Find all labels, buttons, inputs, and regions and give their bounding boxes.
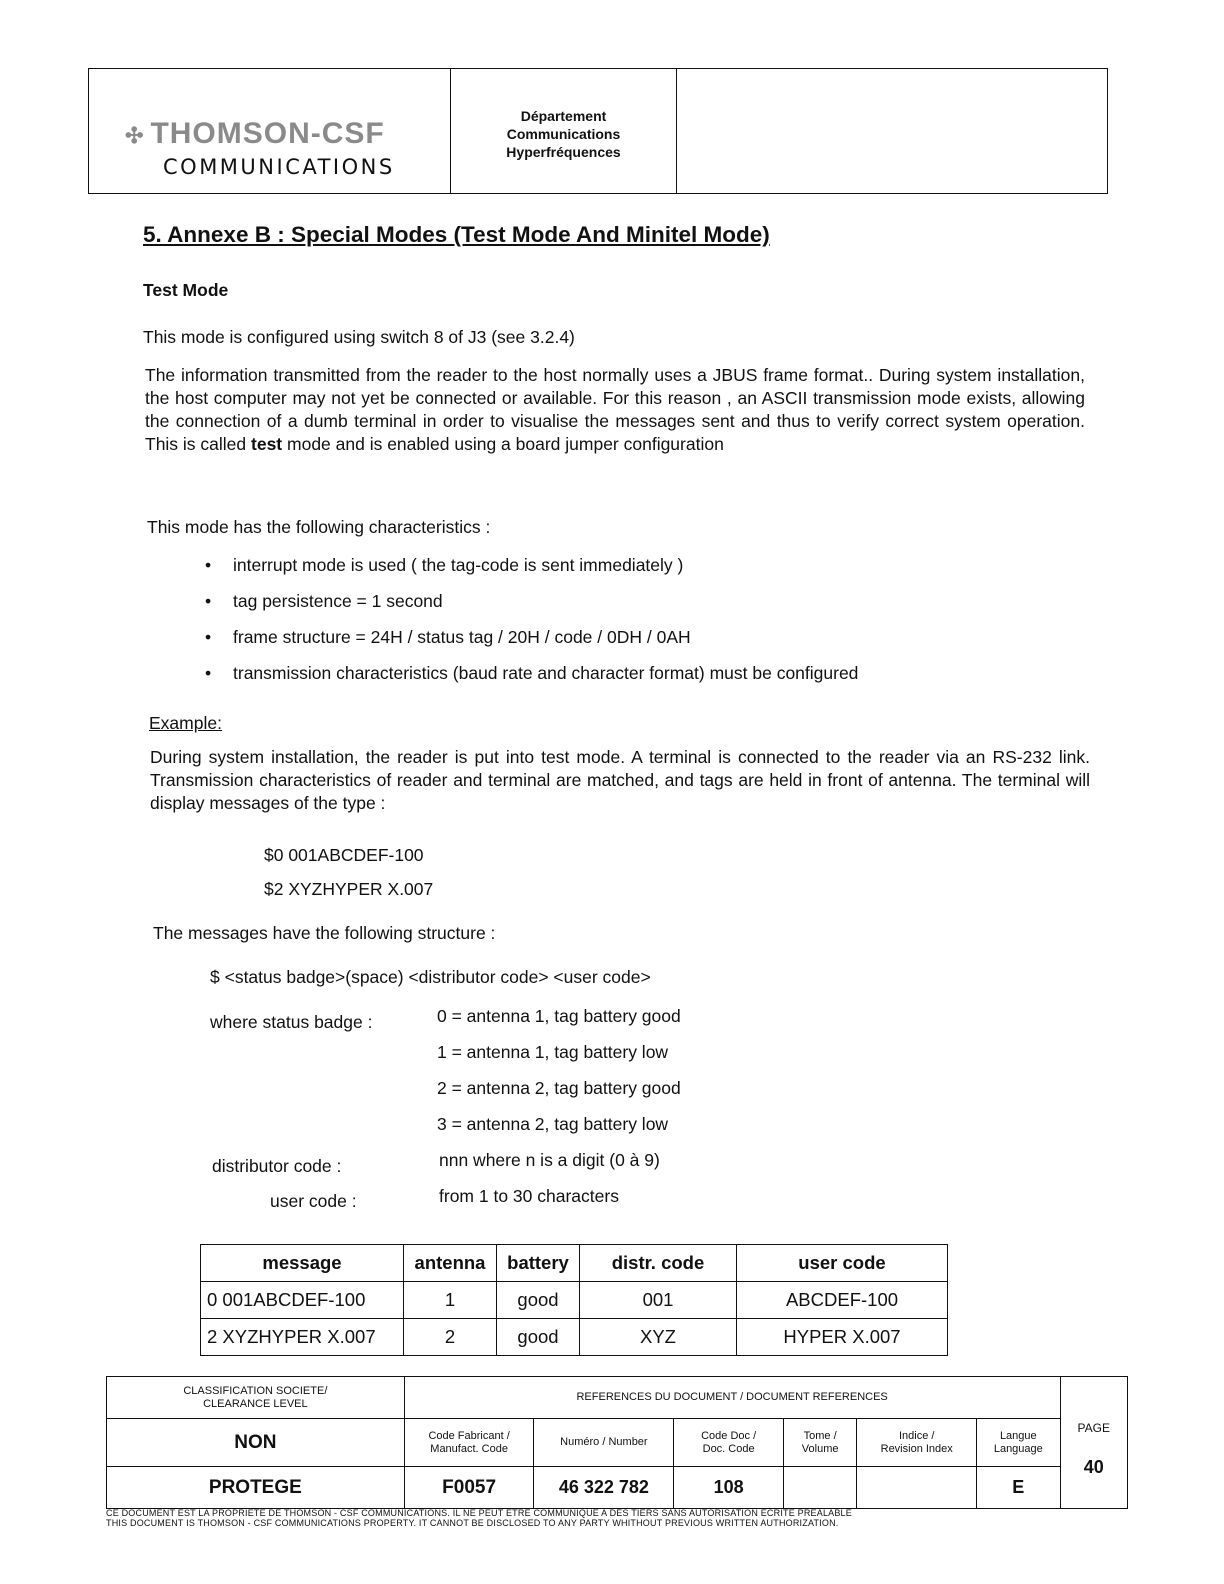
- ref-col-label-text: Code Fabricant / Manufact. Code: [428, 1429, 510, 1455]
- list-item-text: tag persistence = 1 second: [233, 591, 443, 611]
- department-line: Département: [520, 108, 607, 124]
- table-row: [201, 1282, 948, 1319]
- ref-col-label-text: Langue Language: [993, 1429, 1043, 1455]
- classification-label-text: CLASSIFICATION SOCIETE/ CLEARANCE LEVEL: [183, 1384, 328, 1410]
- logo-brand: THOMSON-CSF: [150, 117, 385, 150]
- list-item: [205, 554, 858, 590]
- status-badge-value: 1 = antenna 1, tag battery low: [437, 1042, 669, 1062]
- language: E: [977, 1467, 1060, 1509]
- status-badge-value: 0 = antenna 1, tag battery good: [437, 1006, 681, 1026]
- document-header: [88, 68, 1108, 194]
- department-line: Hyperfréquences: [506, 144, 621, 160]
- table-cell: 1: [404, 1282, 497, 1319]
- classification-value: PROTEGE: [107, 1467, 405, 1509]
- legal-line: CE DOCUMENT EST LA PROPRIETE DE THOMSON - CSF COMMUNICATIONS. IL NE PEUT ETRE COMMUNIQUE A DES TIERS SANS AUTORISATION ECRITE PREALABLE: [106, 1508, 852, 1518]
- paragraph: During system installation, the reader is put into test mode. A terminal is connected to the reader via an RS-232 link. Transmission characteristics of reader and terminal are matched, and tags are held in front of antenna. The terminal will display messages of the type :: [150, 747, 1090, 813]
- subsection-title: Test Mode: [143, 280, 229, 300]
- column-header: user code: [737, 1245, 948, 1282]
- list-item-text: interrupt mode is used ( the tag-code is sent immediately ): [233, 555, 684, 575]
- table-cell: 001: [580, 1282, 737, 1319]
- page-number: 40: [1083, 1456, 1104, 1477]
- list-item: [205, 626, 858, 662]
- table-cell: ABCDEF-100: [737, 1282, 948, 1319]
- ref-col-label: [674, 1419, 784, 1467]
- ref-col-label-text: Indice / Revision Index: [880, 1429, 953, 1455]
- bold-term: test: [251, 434, 283, 454]
- distributor-code-label: distributor code :: [212, 1156, 342, 1176]
- user-code-value: from 1 to 30 characters: [439, 1186, 619, 1206]
- section-title: 5. Annexe B : Special Modes (Test Mode And Minitel Mode): [143, 222, 770, 247]
- list-item-text: frame structure = 24H / status tag / 20H / code / 0DH / 0AH: [233, 627, 691, 647]
- revision-index: [857, 1467, 977, 1509]
- paragraph-text: mode and is enabled using a board jumper configuration: [282, 434, 724, 454]
- table-cell: 2: [404, 1319, 497, 1356]
- message-structure: $ <status badge>(space) <distributor code> <user code>: [210, 967, 651, 987]
- example-label: Example:: [149, 713, 222, 733]
- example-messages: [264, 844, 433, 912]
- column-header: battery: [497, 1245, 580, 1282]
- table-cell: good: [497, 1282, 580, 1319]
- department-line: Communications: [506, 126, 621, 142]
- bullet-icon: •: [205, 555, 212, 575]
- column-header: distr. code: [580, 1245, 737, 1282]
- characteristics-list: [205, 554, 858, 698]
- table-row: [201, 1319, 948, 1356]
- list-item-text: transmission characteristics (baud rate and character format) must be configured: [233, 663, 859, 683]
- department-cell: [451, 69, 677, 193]
- table-cell: good: [497, 1319, 580, 1356]
- ref-col-label-text: Code Doc / Doc. Code: [701, 1429, 757, 1455]
- status-badge-value: 3 = antenna 2, tag battery low: [437, 1114, 669, 1134]
- page-label: PAGE: [1077, 1420, 1110, 1435]
- manufact-code: F0057: [404, 1467, 534, 1509]
- legal-notice: [106, 1508, 852, 1528]
- ref-col-label: [977, 1419, 1060, 1467]
- ref-col-label: [534, 1419, 674, 1467]
- status-badge-value: 2 = antenna 2, tag battery good: [437, 1078, 681, 1098]
- example-message: $0 001ABCDEF-100: [264, 845, 424, 865]
- table-cell: 0 001ABCDEF-100: [201, 1282, 404, 1319]
- bullet-icon: •: [205, 627, 212, 647]
- ref-col-label: [404, 1419, 534, 1467]
- references-label: REFERENCES DU DOCUMENT / DOCUMENT REFERENCES: [404, 1377, 1060, 1419]
- document-number: 46 322 782: [534, 1467, 674, 1509]
- ref-col-label-text: Numéro / Number: [560, 1436, 648, 1448]
- legal-line: THIS DOCUMENT IS THOMSON - CSF COMMUNICATIONS PROPERTY. IT CANNOT BE DISCLOSED TO ANY PARTY WHITHOUT PREVIOUS WRITTEN AUTHORIZATION.: [106, 1518, 839, 1528]
- ref-col-label: [857, 1419, 977, 1467]
- page-cell: [1060, 1377, 1127, 1509]
- column-header: message: [201, 1245, 404, 1282]
- thomson-logo-icon: ✣: [125, 123, 145, 148]
- volume: [783, 1467, 856, 1509]
- paragraph: [145, 364, 1085, 456]
- table-cell: 2 XYZHYPER X.007: [201, 1319, 404, 1356]
- distributor-code-value: nnn where n is a digit (0 à 9): [439, 1150, 660, 1170]
- doc-code: 108: [674, 1467, 784, 1509]
- message-table: [200, 1244, 948, 1356]
- paragraph: This mode is configured using switch 8 of J3 (see 3.2.4): [143, 327, 575, 347]
- example-message: $2 XYZHYPER X.007: [264, 879, 434, 899]
- logo-cell: [89, 69, 451, 193]
- paragraph-text: The information transmitted from the reader to the host normally uses a JBUS frame format.. During system installation, the host computer may not yet be connected or available. For this reason , an ASCII transmission mode exists, allowing the connection of a dumb terminal in order to visualise the messages sent and thus to verify correct system operation. This is called: [145, 365, 1085, 454]
- bullet-icon: •: [205, 591, 212, 611]
- list-item: [205, 662, 858, 698]
- column-header: antenna: [404, 1245, 497, 1282]
- table-cell: XYZ: [580, 1319, 737, 1356]
- paragraph: This mode has the following characteristics :: [147, 517, 491, 537]
- logo-division: COMMUNICATIONS: [163, 155, 395, 179]
- ref-col-label-text: Tome / Volume: [801, 1429, 839, 1455]
- bullet-icon: •: [205, 663, 212, 683]
- company-logo: [125, 117, 385, 151]
- ref-col-label: [783, 1419, 856, 1467]
- document-footer: [106, 1376, 1128, 1516]
- table-cell: HYPER X.007: [737, 1319, 948, 1356]
- user-code-label: user code :: [270, 1191, 357, 1211]
- classification-label: [107, 1377, 405, 1419]
- list-item: [205, 590, 858, 626]
- table-header-row: [201, 1245, 948, 1282]
- classification-value: NON: [107, 1419, 405, 1467]
- status-badge-label: where status badge :: [210, 1012, 373, 1032]
- paragraph: The messages have the following structure :: [153, 923, 496, 943]
